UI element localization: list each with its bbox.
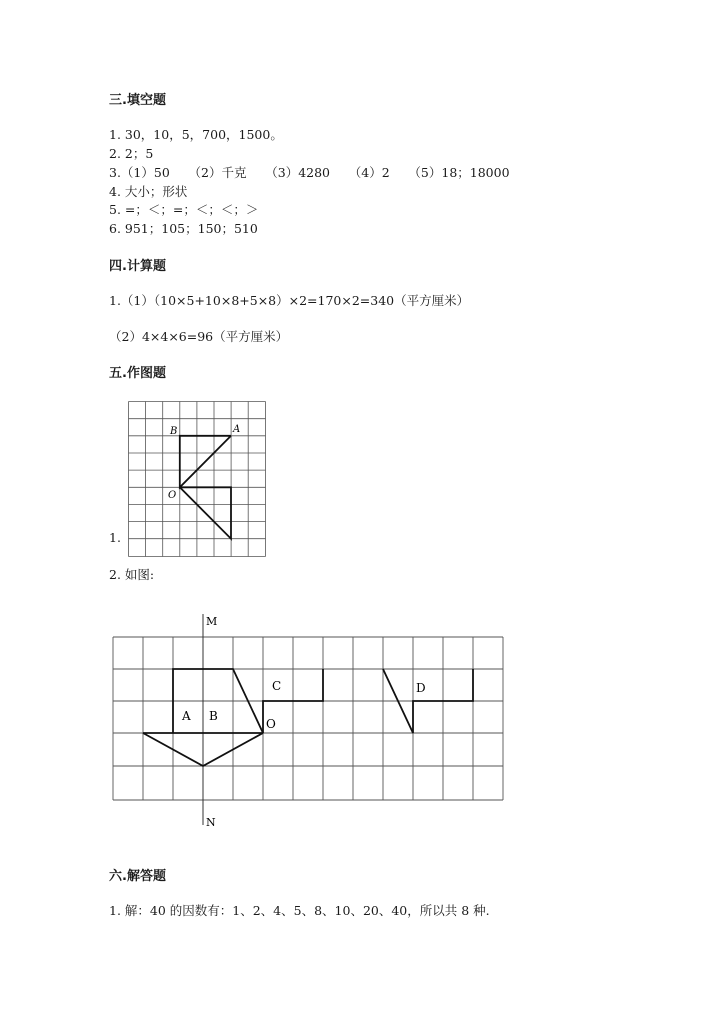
answer-line-4: 4. 大小；形状: [109, 184, 188, 199]
section5-heading: 五.作图题: [109, 366, 166, 381]
answer-line-6: 6. 951；105；150；510: [109, 221, 258, 236]
shape-label-c: C: [272, 679, 282, 693]
answer-line-1: 1. 30，10，5，700，1500。: [109, 127, 283, 142]
section3-heading: 三.填空题: [109, 93, 166, 108]
solution-line-1: 1. 解：40 的因数有：1、2、4、5、8、10、20、40，所以共 8 种.: [109, 903, 490, 918]
answer-line-2: 2. 2；5: [109, 146, 154, 161]
grid-figure-1: [128, 401, 266, 557]
section4-heading: 四.计算题: [109, 259, 166, 274]
point-label-o2: O: [266, 717, 276, 731]
section6-heading: 六.解答题: [109, 869, 166, 884]
answer-line-3: 3.（1）50 （2）千克 （3）4280 （4）2 （5）18；18000: [109, 165, 510, 180]
shape-label-a: A: [182, 709, 191, 723]
figure-item-1-label: 1.: [109, 530, 121, 545]
figure-item-2-label: 2. 如图:: [109, 567, 155, 582]
drawn-shape-1: [180, 436, 231, 539]
calc-line-2: （2）4×4×6=96（平方厘米）: [109, 329, 289, 344]
point-label-a: A: [233, 424, 241, 435]
axis-label-m: M: [206, 615, 218, 628]
grid-lines: [113, 637, 503, 800]
shape-label-d: D: [416, 681, 426, 695]
grid-lines: [129, 402, 266, 557]
grid-figure-2: [105, 610, 510, 830]
axis-label-n: N: [206, 816, 216, 829]
answer-line-5: 5. =；＜；=；＜；＜；＞: [109, 202, 259, 217]
calc-line-1: 1.（1）（10×5+10×8+5×8）×2=170×2=340（平方厘米）: [109, 293, 470, 308]
point-label-o: O: [168, 490, 177, 501]
point-label-b: B: [170, 426, 178, 437]
shape-label-b: B: [209, 709, 218, 723]
